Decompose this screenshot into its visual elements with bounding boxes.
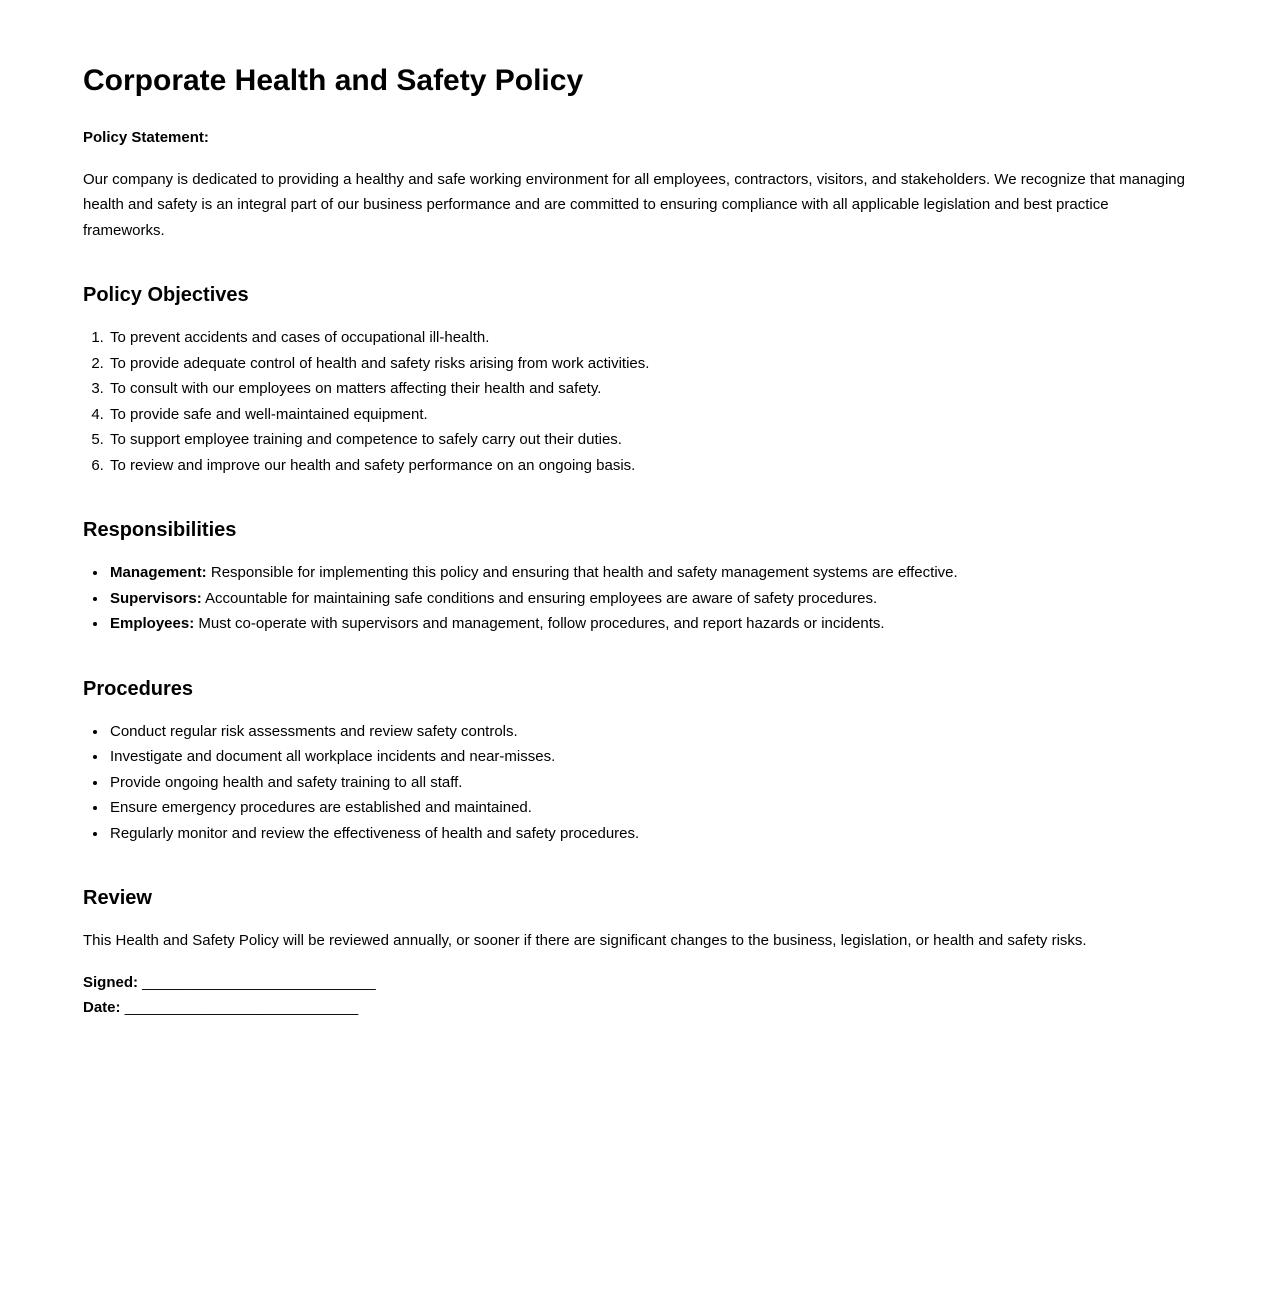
review-paragraph: This Health and Safety Policy will be reviewed annually, or sooner if there are significant changes to the business, legislation, or health and safety risks. [83,932,1087,949]
list-item: • Investigate and document all workplace incidents and near-misses. [108,744,1193,770]
policy-statement-paragraph: Our company is dedicated to providing a healthy and safe working environment for all employees, contractors, visitors, and stakeholders. We recognize that managing health and safety is an integral part of our business performance and are committed to ensuring compliance with all applicable legislation and best practice frameworks. [83,170,1185,239]
responsibility-role-label: Management: [110,564,207,581]
section-heading-procedures: Procedures [83,677,194,700]
list-item: • Regularly monitor and review the effectiveness of health and safety procedures. [108,821,1193,847]
date-label: Date: [83,999,121,1016]
responsibility-text: Must co-operate with supervisors and management, follow procedures, and report hazards or incidents. [198,615,885,632]
list-item: 5. To support employee training and competence to safely carry out their duties. [108,427,1193,453]
page-title: Corporate Health and Safety Policy [83,64,584,97]
list-item: • Ensure emergency procedures are established and maintained. [108,795,1193,821]
list-item: • Conduct regular risk assessments and review safety controls. [108,719,1193,745]
date-line: ____________________________ [124,999,359,1016]
responsibilities-list [83,560,1193,637]
signed-label: Signed: [83,973,138,991]
signed-line: ____________________________ [142,973,376,991]
list-item: 1. To prevent accidents and cases of occupational ill-health. [108,325,1193,351]
list-item: 4. To provide safe and well-maintained equipment. [108,402,1193,428]
list-item [108,586,1193,612]
responsibility-text: Responsible for implementing this policy and ensuring that health and safety management systems are effective. [210,564,958,581]
list-item: • Provide ongoing health and safety training to all staff. [108,770,1193,796]
list-item: 3. To consult with our employees on matters affecting their health and safety. [108,376,1193,402]
list-item [108,560,1193,586]
responsibility-text: Accountable for maintaining safe conditions and ensuring employees are aware of safety procedures. [205,589,878,607]
section-heading-responsibilities: Responsibilities [83,519,237,541]
responsibility-role-label: Employees: [110,615,195,632]
section-heading-policy-objectives: Policy Objectives [83,284,249,306]
policy-objectives-list [83,325,1193,478]
section-heading-review: Review [83,887,152,909]
list-item: 2. To provide adequate control of health and safety risks arising from work activities. [108,351,1193,377]
policy-statement-label: Policy Statement: [83,129,209,146]
list-item: 6. To review and improve our health and safety performance on an ongoing basis. [108,453,1193,479]
procedures-list [83,719,1193,847]
signature-block [83,970,1193,1021]
responsibility-role-label: Supervisors: [110,589,202,607]
list-item [108,611,1193,637]
